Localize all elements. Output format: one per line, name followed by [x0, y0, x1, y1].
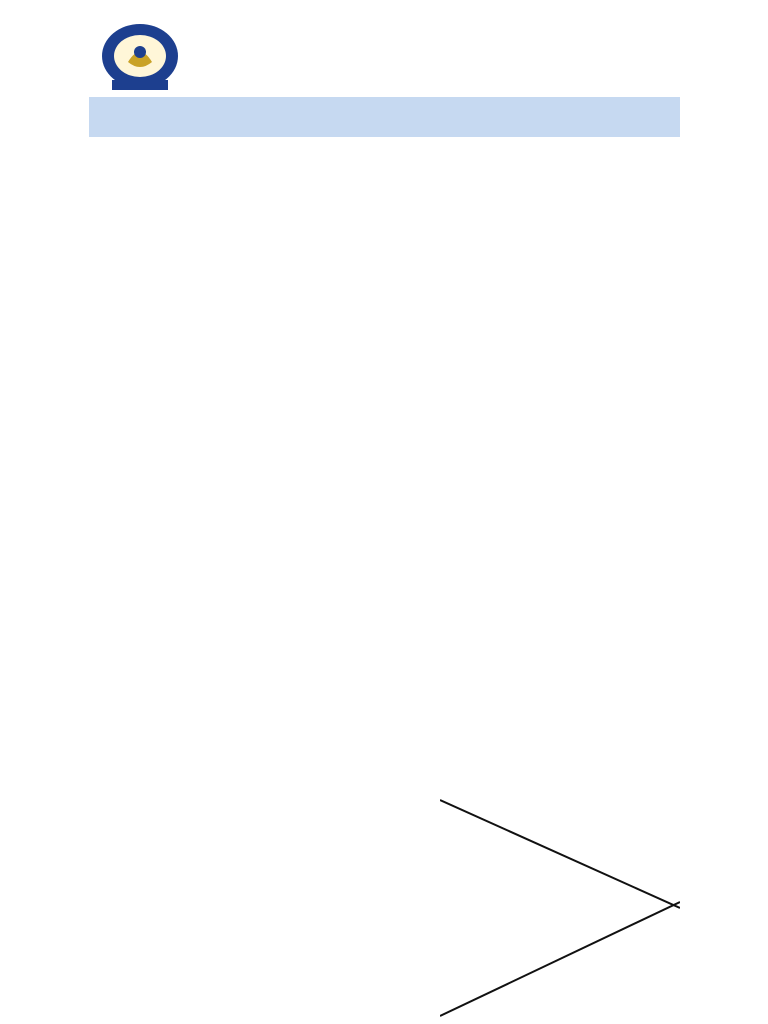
- header-room-tuesday: [641, 97, 680, 137]
- electives-empty-cross: [440, 796, 680, 1018]
- header-room-monday: [402, 97, 440, 137]
- header-monday: [221, 97, 402, 137]
- header-duration: [160, 97, 221, 137]
- header-class: [89, 97, 160, 137]
- header-tuesday: [440, 97, 641, 137]
- university-logo: [98, 22, 182, 94]
